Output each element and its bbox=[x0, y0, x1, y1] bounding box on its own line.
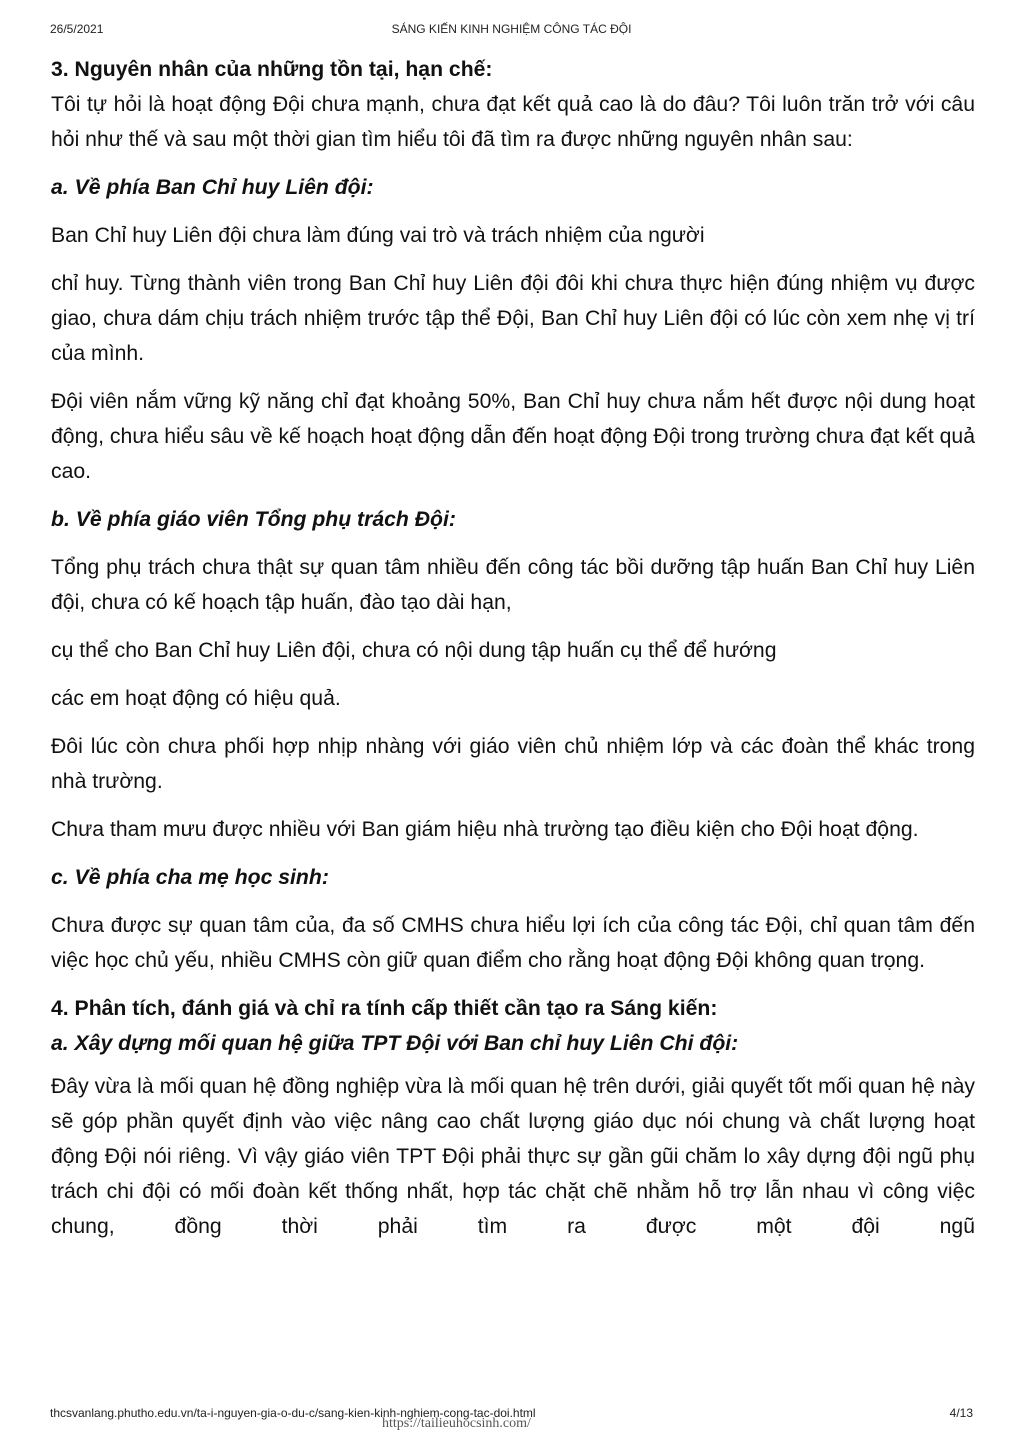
subheading-b: b. Về phía giáo viên Tổng phụ trách Đội: bbox=[51, 508, 456, 531]
document-title: SÁNG KIẾN KINH NGHIỆM CÔNG TÁC ĐỘI bbox=[391, 22, 632, 36]
subheading-a: a. Về phía Ban Chỉ huy Liên đội: bbox=[51, 176, 374, 199]
paragraph-4a1: Đây vừa là mối quan hệ đồng nghiệp vừa là mối quan hệ trên dưới, giải quyết tốt mối quan hệ này sẽ góp phần quyết định vào việc nâng cao chất lượng giáo dục nói chung và chất lượng hoạt động Đội nói riêng. Vì vậy giáo viên TPT Đội phải thực sự gần gũi chăm lo xây dựng đội ngũ phụ trách chi đội có mối đoàn kết thống nhất, hợp tác chặt chẽ nhằm hỗ trợ lẫn nhau vì công việc chung, đồng thời phải tìm ra được một đội ngũ bbox=[51, 1075, 975, 1238]
paragraph-b1: Tổng phụ trách chưa thật sự quan tâm nhiều đến công tác bồi dưỡng tập huấn Ban Chỉ huy Liên đội, chưa có kế hoạch tập huấn, đào tạo dài hạn, bbox=[51, 556, 975, 614]
paragraph-b2: cụ thể cho Ban Chỉ huy Liên đội, chưa có nội dung tập huấn cụ thể để hướng bbox=[51, 639, 777, 662]
paragraph-b4: Đôi lúc còn chưa phối hợp nhịp nhàng với giáo viên chủ nhiệm lớp và các đoàn thể khác trong nhà trường. bbox=[51, 735, 975, 793]
source-url: thcsvanlang.phutho.edu.vn/ta-i-nguyen-gia-o-du-c/sang-kien-kinh-nghiem-cong-tac-doi.html bbox=[50, 1406, 536, 1420]
subheading-c: c. Về phía cha mẹ học sinh: bbox=[51, 866, 329, 889]
intro-paragraph: Tôi tự hỏi là hoạt động Đội chưa mạnh, chưa đạt kết quả cao là do đâu? Tôi luôn trăn trở với câu hỏi như thế và sau một thời gian tìm hiểu tôi đã tìm ra được những nguyên nhân sau: bbox=[51, 93, 975, 151]
section-heading-3: 3. Nguyên nhân của những tồn tại, hạn chế: bbox=[51, 58, 493, 81]
paragraph-c1: Chưa được sự quan tâm của, đa số CMHS chưa hiểu lợi ích của công tác Đội, chỉ quan tâm đến việc học chủ yếu, nhiều CMHS còn giữ quan điểm cho rằng hoạt động Đội không quan trọng. bbox=[51, 914, 975, 972]
paragraph-b3: các em hoạt động có hiệu quả. bbox=[51, 687, 341, 710]
section-heading-4: 4. Phân tích, đánh giá và chỉ ra tính cấp thiết cần tạo ra Sáng kiến: bbox=[51, 997, 718, 1020]
subheading-4a: a. Xây dựng mối quan hệ giữa TPT Đội với Ban chỉ huy Liên Chi đội: bbox=[51, 1032, 739, 1055]
watermark-url: https://tailieuhocsinh.com/ bbox=[382, 1416, 531, 1431]
paragraph-a3: Đội viên nắm vững kỹ năng chỉ đạt khoảng 50%, Ban Chỉ huy chưa nắm hết được nội dung hoạt động, chưa hiểu sâu về kế hoạch hoạt động dẫn đến hoạt động Đội trong trường chưa đạt kết quả cao. bbox=[51, 390, 975, 483]
paragraph-a2: chỉ huy. Từng thành viên trong Ban Chỉ huy Liên đội đôi khi chưa thực hiện đúng nhiệm vụ được giao, chưa dám chịu trách nhiệm trước tập thể Đội, Ban Chỉ huy Liên đội có lúc còn xem nhẹ vị trí của mình. bbox=[51, 272, 975, 365]
document-body bbox=[51, 52, 975, 1244]
paragraph-b5: Chưa tham mưu được nhiều với Ban giám hiệu nhà trường tạo điều kiện cho Đội hoạt động. bbox=[51, 818, 919, 841]
page-number: 4/13 bbox=[949, 1406, 973, 1420]
print-header bbox=[50, 22, 973, 42]
paragraph-a1: Ban Chỉ huy Liên đội chưa làm đúng vai trò và trách nhiệm của người bbox=[51, 224, 705, 247]
print-date: 26/5/2021 bbox=[50, 22, 104, 36]
